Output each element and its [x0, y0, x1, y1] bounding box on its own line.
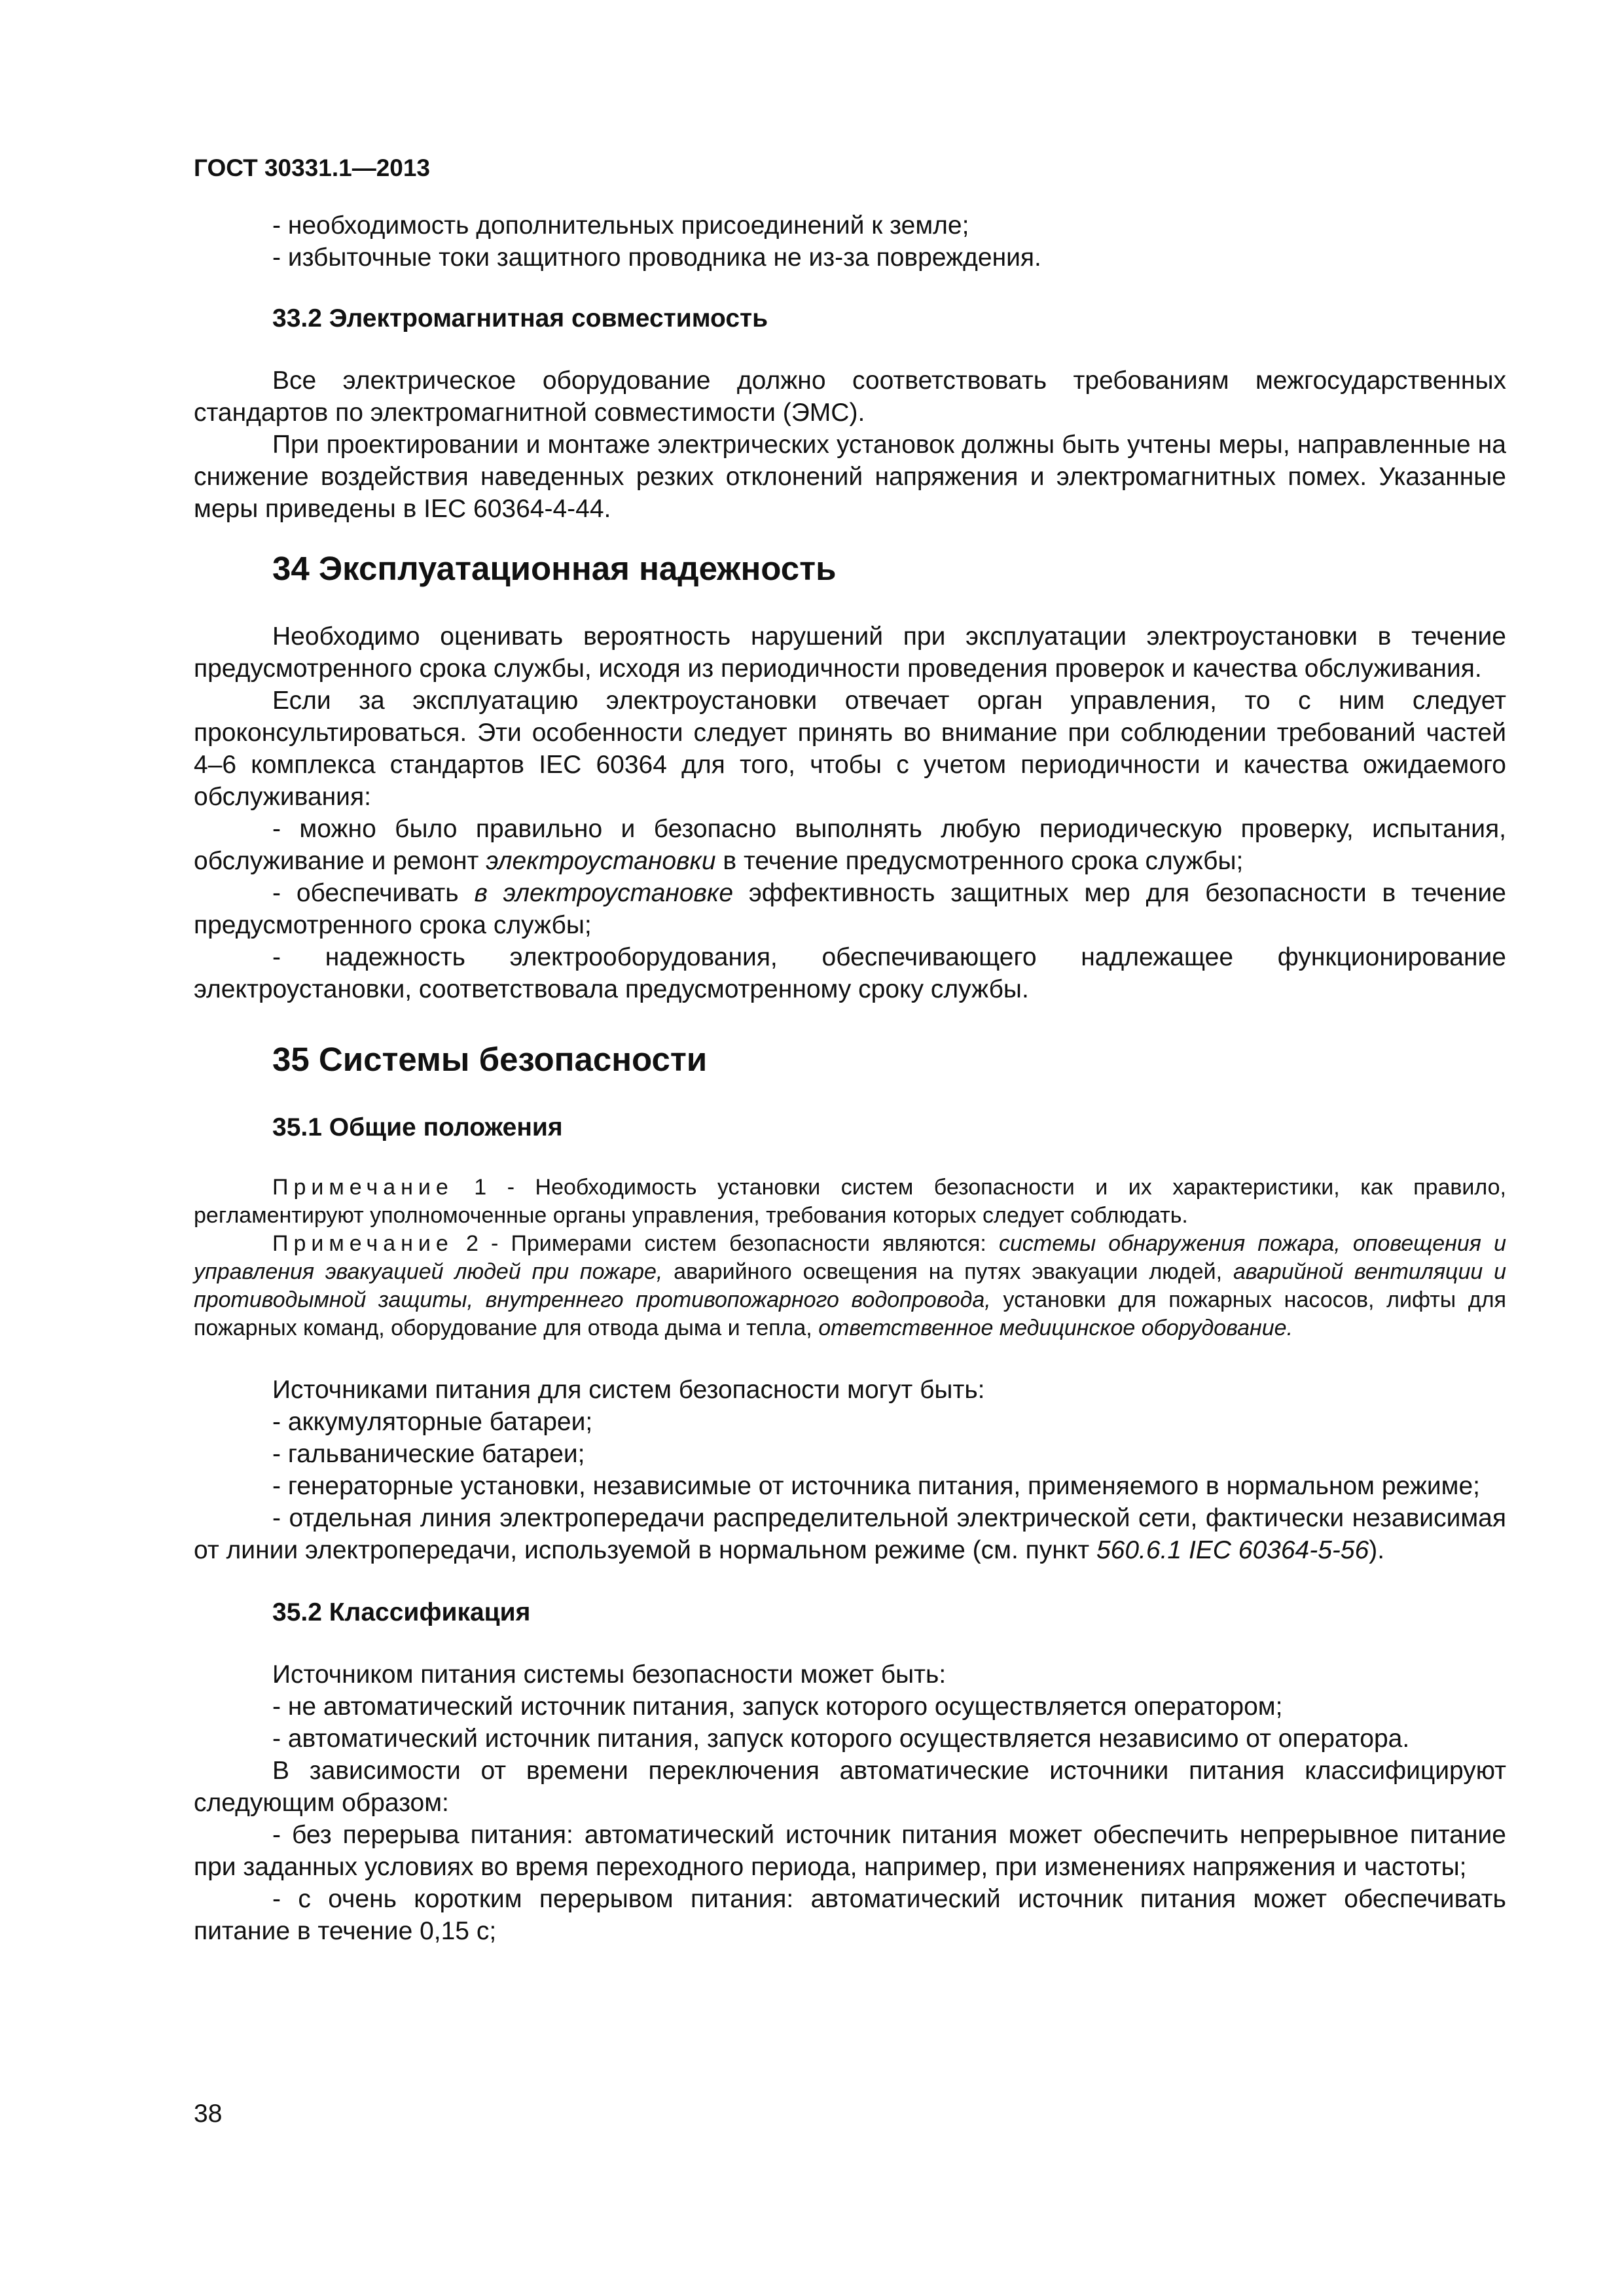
list-item: - отдельная линия электропередачи распределительной электрической сети, фактически независимая от линии электропередачи, используемой в нормальном режиме (см. пункт 560.6.1 IEC 60364-5-56).: [194, 1504, 1506, 1564]
section-35-1-heading: 35.1 Общие положения: [272, 1113, 563, 1141]
notes-block: [194, 1174, 1506, 1342]
document-header: ГОСТ 30331.1—2013: [194, 154, 431, 181]
page-number: 38: [194, 2100, 223, 2128]
paragraph: Все электрическое оборудование должно соответствовать требованиям межгосударственных стандартов по электромагнитной совместимости (ЭМС).: [194, 367, 1506, 427]
list-item: - обеспечивать в электроустановке эффективность защитных мер для безопасности в течение предусмотренного срока службы;: [194, 879, 1506, 939]
list-item: - можно было правильно и безопасно выполнять любую периодическую проверку, испытания, обслуживание и ремонт электроустановки в течение предусмотренного срока службы;: [194, 815, 1506, 875]
list-item: - не автоматический источник питания, запуск которого осуществляется оператором;: [272, 1693, 1283, 1721]
list-item: - аккумуляторные батареи;: [272, 1408, 593, 1436]
paragraph: При проектировании и монтаже электрических установок должны быть учтены меры, направленные на снижение воздействия наведенных резких отклонений напряжения и электромагнитных помех. Указанные меры приведены в IEC 60364-4-44.: [194, 431, 1506, 523]
note-1: Примечание 1 - Необходимость установки систем безопасности и их характеристики, как правило, регламентируют уполномоченные органы управления, требования которых следует соблюдать.: [194, 1175, 1506, 1228]
section-34-heading: 34 Эксплуатационная надежность: [272, 550, 837, 587]
intro-line: - необходимость дополнительных присоединений к земле;: [272, 211, 969, 240]
section-35-heading: 35 Системы безопасности: [272, 1041, 708, 1078]
page-content: [194, 154, 1506, 1947]
paragraph: Необходимо оценивать вероятность нарушений при эксплуатации электроустановки в течение предусмотренного срока службы, исходя из периодичности проведения проверок и качества обслуживания.: [194, 622, 1506, 683]
list-item: - гальванические батареи;: [272, 1440, 585, 1468]
note-2: Примечание 2 - Примерами систем безопасности являются: системы обнаружения пожара, оповещения и управления эвакуацией людей при пожаре, аварийного освещения на путях эвакуации людей, аварийной вентиляции и противодымной защиты, внутреннего противопожарного водопровода, установки для пожарных насосов, лифты для пожарных команд, оборудование для отвода дыма и тепла, ответственное медицинское оборудование.: [194, 1231, 1507, 1340]
list-item: - с очень коротким перерывом питания: автоматический источник питания может обеспечивать питание в течение 0,15 с;: [194, 1885, 1506, 1945]
section-35-2-heading: 35.2 Классификация: [272, 1598, 531, 1626]
intro-line: - избыточные токи защитного проводника не из-за повреждения.: [272, 243, 1041, 272]
paragraph: Источником питания системы безопасности может быть:: [272, 1660, 947, 1689]
paragraph: Если за эксплуатацию электроустановки отвечает орган управления, то с ним следует проконсультироваться. Эти особенности следует принять во внимание при соблюдении требований частей 4–6 комплекса стандартов IEC 60364 для того, чтобы с учетом периодичности и качества ожидаемого обслуживания:: [194, 687, 1506, 811]
list-item: - генераторные установки, независимые от источника питания, применяемого в нормальном режиме;: [272, 1472, 1480, 1500]
list-item: - без перерыва питания: автоматический источник питания может обеспечить непрерывное питание при заданных условиях во время переходного периода, например, при изменениях напряжения и частоты;: [194, 1821, 1506, 1881]
paragraph: В зависимости от времени переключения автоматические источники питания классифицируют следующим образом:: [194, 1757, 1506, 1817]
list-item: - надежность электрооборудования, обеспечивающего надлежащее функционирование электроустановки, соответствовала предусмотренному сроку службы.: [194, 943, 1506, 1003]
section-33-2-heading: 33.2 Электромагнитная совместимость: [272, 304, 768, 332]
list-item: - автоматический источник питания, запуск которого осуществляется независимо от оператора.: [272, 1725, 1410, 1753]
paragraph: Источниками питания для систем безопасности могут быть:: [272, 1376, 985, 1404]
